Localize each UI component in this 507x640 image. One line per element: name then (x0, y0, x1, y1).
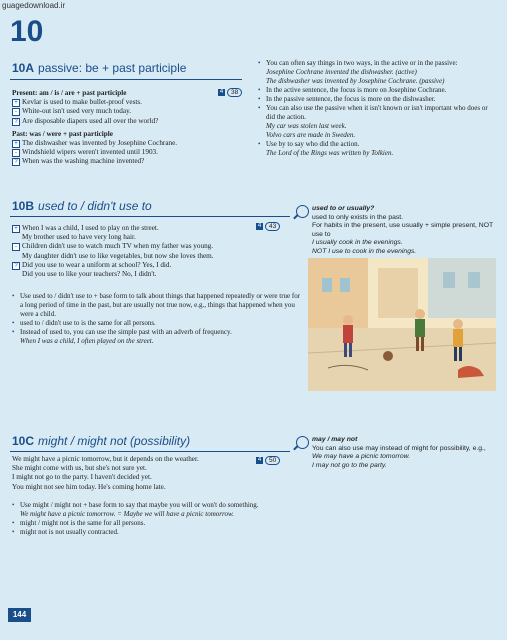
note: • In the passive sentence, the focus is more on the dishwasher. (258, 95, 498, 104)
example-line: - White-out isn't used very much today. (12, 107, 212, 116)
section-10A-heading (12, 61, 186, 75)
example-line: My brother used to have very long hair. (22, 233, 136, 242)
audio-icon: 4 (219, 89, 224, 95)
section-rule (10, 216, 290, 217)
audio-icon: 4 (257, 223, 262, 229)
audio-track-number: 38 (227, 88, 242, 97)
note: • You can often say things in two ways, in the active or in the passive: (258, 59, 498, 68)
illustration-svg (308, 258, 496, 391)
mark-plus: + (12, 140, 20, 148)
mark-question: ? (12, 158, 20, 166)
tip-text: For habits in the present, use usually + simple present, NOT use to (312, 222, 494, 238)
section-10B-heading (12, 199, 152, 213)
section-code: 10B (12, 199, 35, 213)
mark-plus: + (12, 99, 20, 107)
tip-used-to-usually (296, 205, 496, 256)
tip-may-may-not (296, 436, 496, 470)
note: • Use used to / didn't use to + base form to talk about things that happened repeatedly or were true for a long period of time in the past, but are usually not true now, e.g., things that happened when you were a child. (12, 292, 302, 319)
example-line: ? Are disposable diapers used all over the world? (12, 117, 212, 126)
section-rule (10, 79, 242, 80)
note-example: The dishwasher was invented by Josephine Cochrane. (passive) (266, 77, 445, 85)
section-10B-notes (12, 292, 302, 346)
tip-example: We may have a picnic tomorrow. (312, 453, 411, 460)
tip-title: may / may not (312, 436, 358, 443)
audio-track[interactable] (218, 88, 242, 97)
example-line: + The dishwasher was invented by Josephine Cochrane. (12, 139, 212, 148)
mark-question: ? (12, 262, 20, 270)
tip-example: I usually cook in the evenings. (312, 239, 403, 246)
tip-example: I may not go to the party. (312, 461, 387, 469)
example-line: + When I was a child, I used to play on the street. (12, 224, 257, 233)
section-code: 10A (12, 61, 35, 75)
audio-track-number: 50 (265, 456, 280, 465)
note: • might not is not usually contracted. (12, 528, 302, 537)
example-line: My daughter didn't use to like vegetables, but now she loves them. (22, 251, 214, 260)
past-heading: Past: was / were + past participle (12, 129, 113, 138)
note: • Use by to say who did the action. (258, 140, 498, 149)
example-line: - Windshield wipers weren't invented until 1903. (12, 148, 212, 157)
audio-track-number: 43 (265, 222, 280, 231)
example-line: I might not go to the party. I haven't decided yet. (12, 473, 152, 482)
mark-minus: - (12, 243, 20, 251)
unit-number: 10 (10, 15, 44, 48)
page-number: 144 (8, 608, 31, 622)
section-title: passive: be + past participle (38, 61, 187, 75)
audio-track[interactable] (256, 222, 280, 231)
note: • might / might not is the same for all persons. (12, 519, 302, 528)
section-code: 10C (12, 434, 35, 448)
present-heading: Present: am / is / are + past participle (12, 89, 127, 97)
note-example: My car was stolen last week. (266, 122, 347, 130)
street-children-illustration (308, 258, 496, 391)
note-example: The Lord of the Rings was written by Tolkien. (266, 149, 394, 157)
example-line: She might come with us, but she's not sure yet. (12, 464, 147, 473)
note: • You can also use the passive when it isn't known or isn't important who does or did the action. (258, 104, 498, 122)
example-line: You might not see him today. He's coming home late. (12, 482, 166, 491)
section-10A-notes (258, 59, 498, 158)
note: • Instead of used to, you can use the simple past with an adverb of frequency. (12, 328, 302, 337)
tip-example: NOT I use to cook in the evenings. (312, 247, 417, 255)
section-title: used to / didn't use to (38, 199, 152, 213)
section-title: might / might not (possibility) (38, 434, 191, 448)
example-line: - Children didn't use to watch much TV when my father was young. (12, 242, 257, 251)
note-example: When I was a child, I often played on the street. (20, 337, 154, 345)
mark-plus: + (12, 225, 20, 233)
magnifier-icon (296, 436, 309, 449)
audio-track[interactable] (256, 456, 280, 465)
magnifier-icon (296, 205, 309, 218)
note: • In the active sentence, the focus is more on Josephine Cochrane. (258, 86, 498, 95)
tip-title: used to or usually? (312, 205, 375, 212)
mark-minus: - (12, 149, 20, 157)
section-10B-examples (12, 224, 257, 279)
tip-text: You can also use may instead of might for possibility, e.g., (312, 444, 486, 452)
mark-minus: - (12, 108, 20, 116)
section-rule (10, 451, 290, 452)
section-10C-examples (12, 455, 257, 492)
watermark: guagedownload.ir (2, 1, 66, 10)
tip-text: used to only exists in the past. (312, 213, 404, 221)
example-line: ? Did you use to wear a uniform at school? Yes, I did. (12, 261, 257, 270)
note: • Use might / might not + base form to say that maybe you will or won't do something. (12, 501, 302, 510)
mark-question: ? (12, 118, 20, 126)
section-10C-heading (12, 434, 190, 448)
note-example: Volvo cars are made in Sweden. (266, 131, 356, 139)
example-line: Did you use to like your teachers? No, I didn't. (22, 270, 157, 279)
example-line: ? When was the washing machine invented? (12, 157, 212, 166)
note-example: Josephine Cochrane invented the dishwasher. (active) (266, 68, 417, 76)
example-line: We might have a picnic tomorrow, but it depends on the weather. (12, 455, 199, 463)
note-example: We might have a picnic tomorrow. = Maybe we will have a picnic tomorrow. (20, 510, 234, 518)
audio-icon: 4 (257, 457, 262, 463)
note: • used to / didn't use to is the same for all persons. (12, 319, 302, 328)
example-line: + Kevlar is used to make bullet-proof vests. (12, 98, 212, 107)
section-10C-notes (12, 501, 302, 537)
present-block (12, 89, 212, 167)
